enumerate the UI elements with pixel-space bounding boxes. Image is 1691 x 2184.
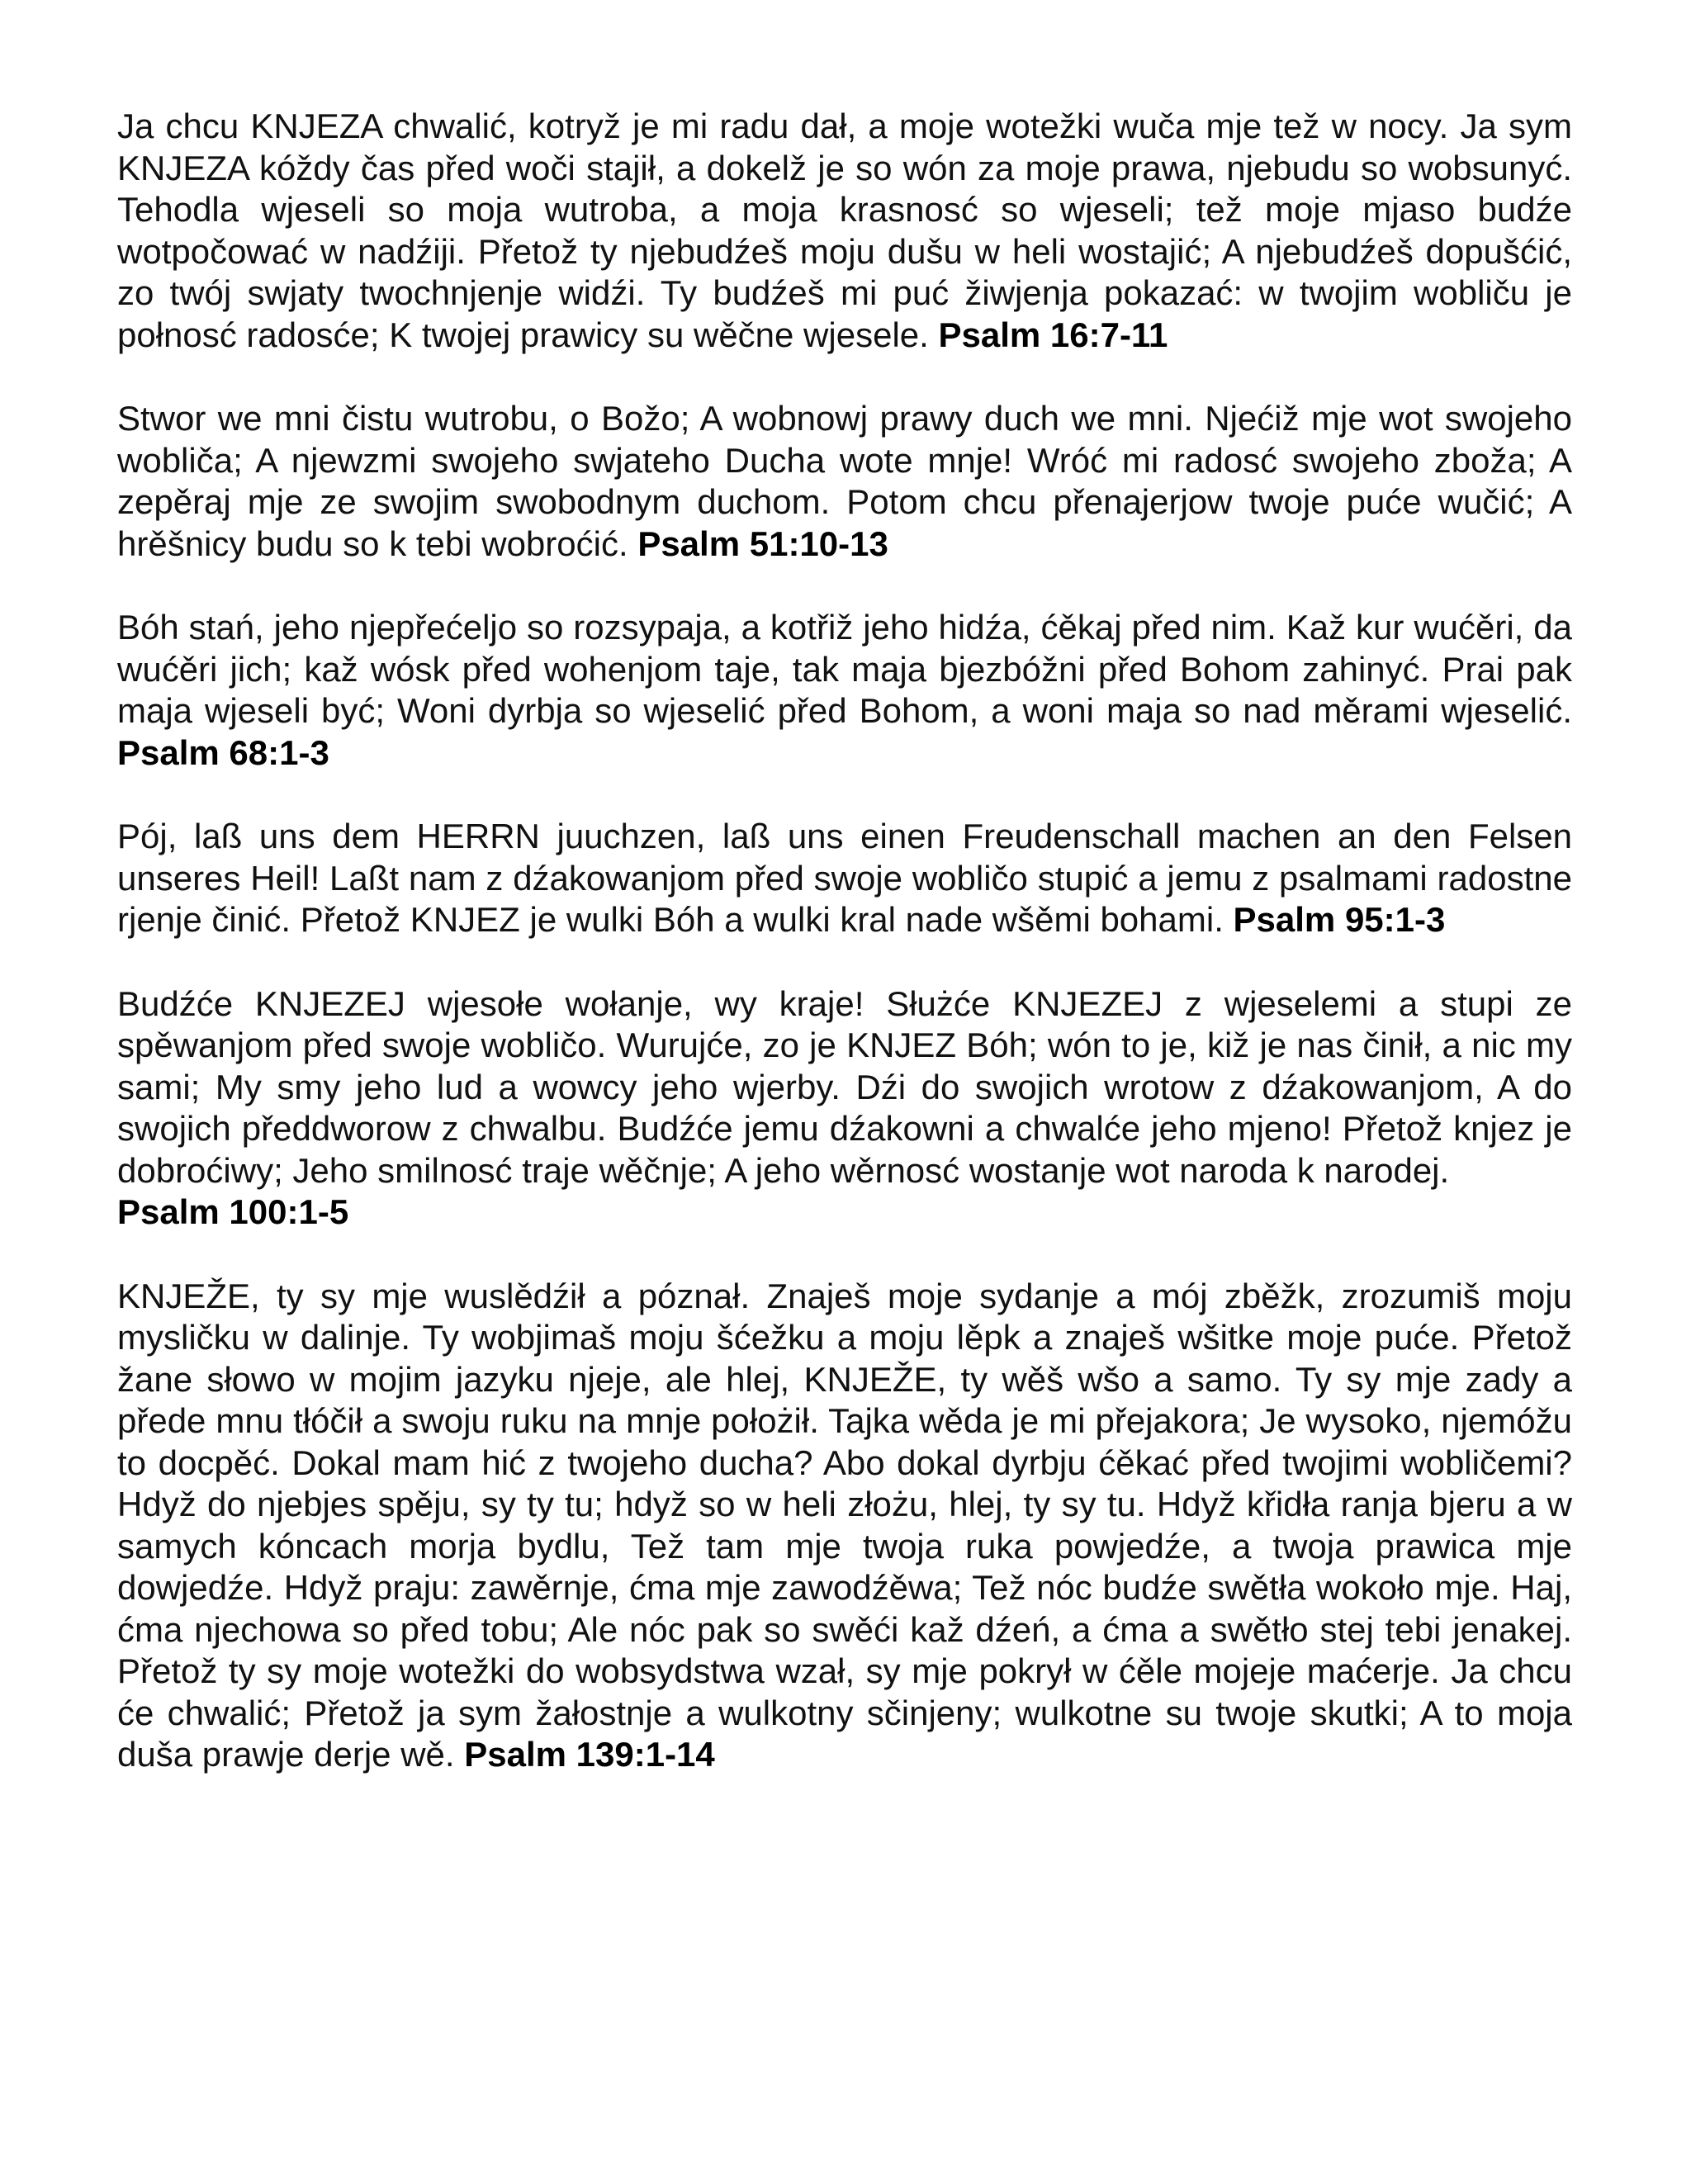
passage-text: Stwor we mni čistu wutrobu, o Božo; A wobnowj prawy duch we mni. Njećiž mje wot swojeho wobliča; A njewzmi swojeho swjateho Ducha wote mnje! Wróć mi radosć swojeho zboža; A zepěraj mje ze swojim swobodnym duchom. Potom chcu přenajerjow twoje puće wučić; A hrěšnicy budu so k tebi wobroćić. <box>117 399 1572 563</box>
passage-psalm-68 <box>117 607 1572 774</box>
scripture-reference: Psalm 16:7-11 <box>938 315 1168 354</box>
scripture-reference: Psalm 51:10-13 <box>637 523 888 563</box>
scripture-reference: Psalm 139:1-14 <box>464 1735 715 1774</box>
passage-text: KNJEŽE, ty sy mje wuslědźił a póznał. Znaješ moje sydanje a mój zběžk, zrozumiš moju mysličku w dalinje. Ty wobjimaš moju šćežku a moju lěpk a znaješ wšitke moje puće. Přetož žane słowo w mojim jazyku njeje, ale hlej, KNJEŽE, ty wěš wšo a samo. Ty sy mje zady a přede mnu tłóčił a swoju ruku na mnje położił. Tajka wěda je mi přejakora; Je wysoko, njemóžu to docpěć. Dokal mam hić z twojeho ducha? Abo dokal dyrbju ćěkać před twojimi wobličemi? Hdyž do njebjes spěju, sy ty tu; hdyž so w heli złożu, hlej, ty sy tu. Hdyž křidła ranja bjeru a w samych kóncach morja bydlu, Tež tam mje twoja ruka powjedźe, a twoja prawica mje dowjedźe. Hdyž praju: zawěrnje, ćma mje zawodźěwa; Tež nóc budźe swětła wokoło mje. Haj, ćma njechowa so před tobu; Ale nóc pak so swěći kaž dźeń, a ćma a swětło stej tebi jenakej. Přetož ty sy moje wotežki do wobsydstwa wzał, sy mje pokrył w ćěle mojeje maćerje. Ja chcu će chwalić; Přetož ja sym žałostnje a wulkotny sčinjeny; wulkotne su twoje skutki; A to moja duša prawje derje wě. <box>117 1276 1572 1774</box>
passage-text: Ja chcu KNJEZA chwalić, kotryž je mi radu dał, a moje wotežki wuča mje tež w nocy. Ja sym KNJEZA kóždy čas před woči stajił, a dokelž je so wón za moje prawa, njebudu so wobsunyć. Tehodla wjeseli so moja wutroba, a moja krasnosć so wjeseli; tež moje mjaso budźe wotpočować w nadźiji. Přetož ty njebudźeš moju dušu w heli wostajić; A njebudźeš dopušćić, zo twój swjaty twochnjenje widźi. Ty budźeš mi puć žiwjenja pokazać: w twojim wobliču je połnosć radosće; K twojej prawicy su wěčne wjesele. <box>117 107 1572 354</box>
passage-psalm-139 <box>117 1276 1572 1776</box>
passage-text: Pój, laß uns dem HERRN juuchzen, laß uns einen Freudenschall machen an den Felsen unseres Heil! Laßt nam z dźakowanjom před swoje wobličo stupić a jemu z psalmami radostne rjenje činić. Přetož KNJEZ je wulki Bóh a wulki kral nade wšěmi bohami. <box>117 817 1572 939</box>
scripture-reference: Psalm 100:1-5 <box>117 1192 349 1231</box>
scripture-reference: Psalm 95:1-3 <box>1233 900 1446 939</box>
passage-text: Budźće KNJEZEJ wjesołe wołanje, wy kraje! Służće KNJEZEJ z wjeselemi a stupi ze spěwanjom před swoje wobličo. Wurujće, zo je KNJEZ Bóh; wón to je, kiž je nas činił, a nic my sami; My smy jeho lud a wowcy jeho wjerby. Dźi do swojich wrotow z dźakowanjom, A do swojich předdworow z chwalbu. Budźće jemu dźakowni a chwalće jeho mjeno! Přetož knjez je dobroćiwy; Jeho smilnosć traje wěčnje; A jeho wěrnosć wostanje wot naroda k narodej. <box>117 983 1572 1190</box>
passage-psalm-51 <box>117 398 1572 565</box>
passage-text: Bóh stań, jeho njepřećeljo so rozsypaja, a kotřiž jeho hidźa, ćěkaj před nim. Kaž kur wućěri, da wućěri jich; kaž wósk před wohenjom taje, tak maja bjezbóžni před Bohom zahinyć. Prai pak maja wjeseli być; Woni dyrbja so wjeselić před Bohom, a woni maja so nad měrami wjeselić. <box>117 608 1572 730</box>
passage-psalm-100 <box>117 983 1572 1234</box>
document-body <box>117 106 1572 1776</box>
passage-psalm-16 <box>117 106 1572 356</box>
scripture-reference: Psalm 68:1-3 <box>117 732 329 772</box>
passage-psalm-95 <box>117 816 1572 941</box>
